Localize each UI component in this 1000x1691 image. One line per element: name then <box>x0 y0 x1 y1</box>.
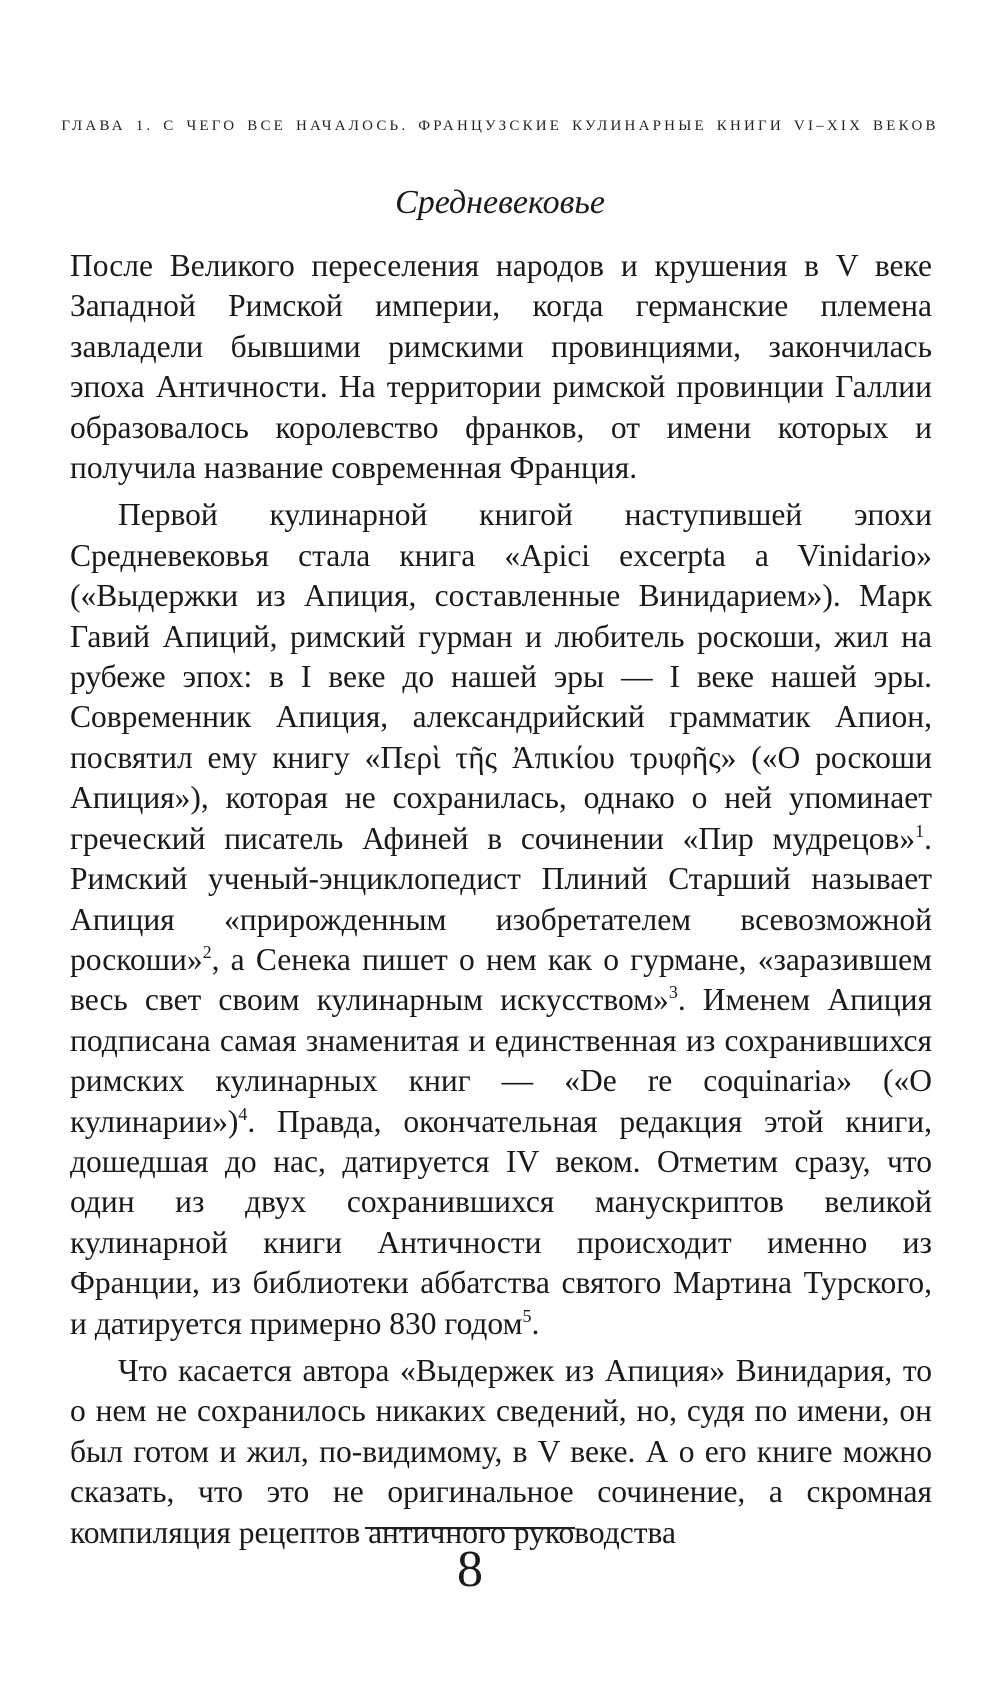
paragraph-2-text: . <box>531 1305 540 1341</box>
footer-rule <box>365 1527 575 1529</box>
paragraph-2-text: , а Сенека пишет о нем как о гурмане, «заразившем весь свет своим кулинарным искусством» <box>70 941 932 1018</box>
section-title: Средневековье <box>395 184 605 221</box>
paragraph-3: Что касается автора «Выдержек из Апиция» Винидария, то о нем не сохранилось никаких сведений, но, судя по имени, он был готом и жил, по-видимому, в V веке. А о его книге можно сказать, что это не оригинальное сочинение, а скромная компиляция рецептов античного руководства <box>70 1352 932 1550</box>
paragraph-2-text: . Римский ученый-энциклопедист Плиний Старший называет Апиция «прирожденным изобретателем всевозможной роскоши» <box>70 820 932 977</box>
footnote-ref-4: 4 <box>238 1103 248 1124</box>
paragraph-2-text: Первой кулинарной книгой наступившей эпохи Средневековья стала книга «Apici excerpta a Vinidario» («Выдержки из Апиция, составленные Винидарием»). Марк Гавий Апиций, римский гурман и любитель роскоши, жил на рубеже эпох: в I веке до нашей эры — I веке нашей эры. Современник Апиция, александрийский грамматик Апион, посвятил ему книгу «Περὶ τῆς Ἀπικίου τρυφῆς» («О роскоши Апиция»), которая не сохранилась, однако о ней упоминает греческий писатель Афиней в сочинении «Пир мудрецов» <box>70 497 932 856</box>
page-number: 8 <box>457 1541 483 1598</box>
running-header: ГЛАВА 1. С ЧЕГО ВСЕ НАЧАЛОСЬ. ФРАНЦУЗСКИЕ КУЛИНАРНЫЕ КНИГИ VI–XIX ВЕКОВ <box>61 118 939 134</box>
footnote-ref-3: 3 <box>668 982 678 1003</box>
paragraph-2-text: . Именем Апиция подписана самая знаменитая и единственная из сохранившихся римских кулинарных книг — «De re coquinaria» («О кулинарии») <box>70 982 932 1139</box>
footnote-ref-5: 5 <box>522 1305 532 1326</box>
footnote-ref-2: 2 <box>202 941 212 962</box>
footnote-ref-1: 1 <box>915 820 925 841</box>
body-text <box>70 246 932 1553</box>
paragraph-1: После Великого переселения народов и крушения в V веке Западной Римской империи, когда германские племена завладели бывшими римскими провинциями, закончилась эпоха Античности. На территории римской провинции Галлии образовалось королевство франков, от имени которых и получила название современная Франция. <box>70 248 932 486</box>
paragraph-2 <box>70 495 932 1344</box>
paragraph-2-text: . Правда, окончательная редакция этой книги, дошедшая до нас, датируется IV веком. Отметим сразу, что один из двух сохранившихся манускриптов великой кулинарной книги Античности происходит именно из Франции, из библиотеки аббатства святого Мартина Турского, и датируется примерно 830 годом <box>70 1103 932 1341</box>
